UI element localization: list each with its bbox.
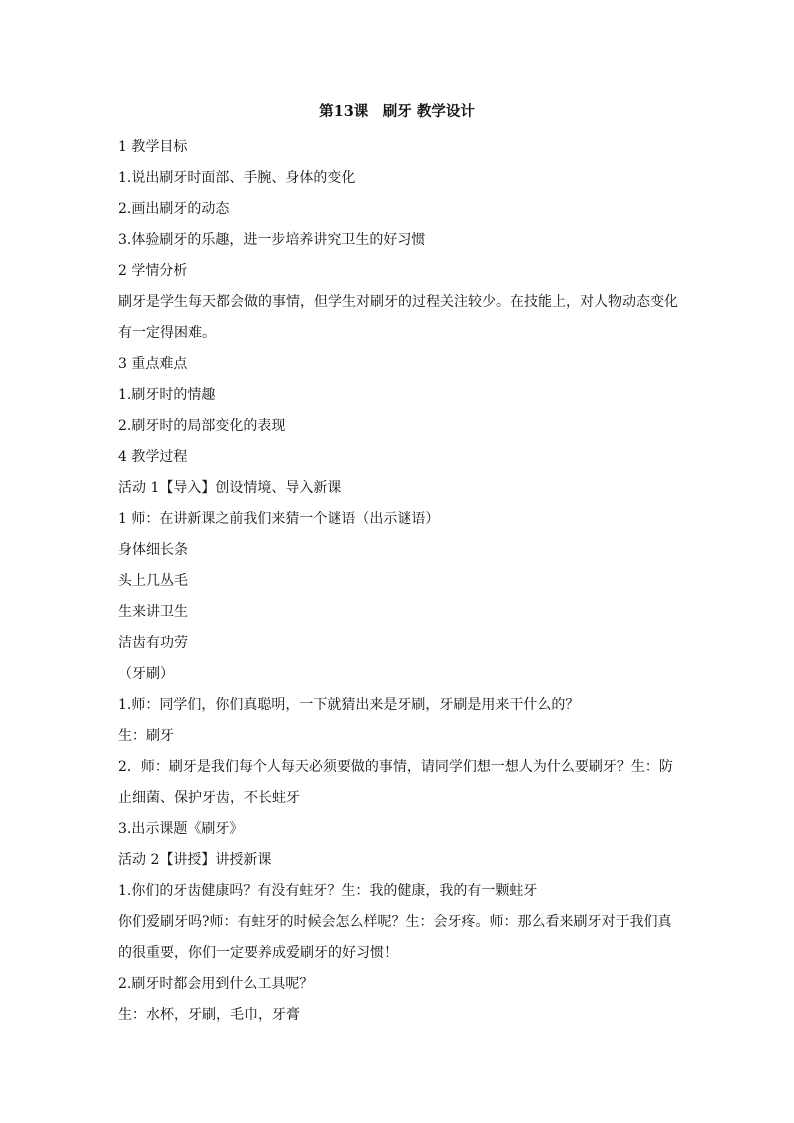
- paragraph-line: 你们爱刷牙吗?师：有蛀牙的时候会怎么样呢？生：会牙疼。师：那么看来刷牙对于我们真: [118, 914, 672, 930]
- riddle-answer: （牙刷）: [118, 666, 174, 682]
- paragraph-line: 1.师：同学们，你们真聪明，一下就猜出来是牙刷，牙刷是用来干什么的？: [118, 697, 580, 713]
- paragraph-line: 1.刷牙时的情趣: [118, 387, 216, 403]
- paragraph-line: 2.刷牙时的局部变化的表现: [118, 418, 286, 434]
- paragraph-line: 止细菌、保护牙齿，不长蛀牙: [118, 790, 300, 806]
- page-title: 第13课 刷牙 教学设计: [319, 103, 475, 120]
- document-body: [118, 132, 680, 1031]
- section-heading-analysis: 2 学情分析: [118, 263, 188, 279]
- paragraph-line: 生：刷牙: [118, 728, 174, 744]
- riddle-line: 洁齿有功劳: [118, 635, 188, 651]
- riddle-line: 生来讲卫生: [118, 604, 188, 620]
- section-heading-objectives: 1 教学目标: [118, 139, 188, 155]
- paragraph-line: 3.出示课题《刷牙》: [118, 821, 244, 837]
- section-heading-key-points: 3 重点难点: [118, 356, 188, 372]
- paragraph-line: 1.说出刷牙时面部、手腕、身体的变化: [118, 170, 356, 186]
- paragraph-line: 1 师：在讲新课之前我们来猜一个谜语（出示谜语）: [118, 511, 440, 527]
- section-heading-process: 4 教学过程: [118, 449, 188, 465]
- paragraph-line: 刷牙是学生每天都会做的事情，但学生对刷牙的过程关注较少。在技能上，对人物动态变化: [118, 294, 678, 310]
- activity-heading-2: 活动 2【讲授】讲授新课: [118, 852, 272, 868]
- riddle-line: 头上几丛毛: [118, 573, 188, 589]
- riddle-line: 身体细长条: [118, 542, 188, 558]
- paragraph-line: 有一定得困难。: [118, 325, 216, 341]
- paragraph-line: 3.体验刷牙的乐趣，进一步培养讲究卫生的好习惯: [118, 232, 426, 248]
- paragraph-line: 1.你们的牙齿健康吗？有没有蛀牙？生：我的健康，我的有一颗蛀牙: [118, 883, 538, 899]
- paragraph-line: 的很重要，你们一定要养成爱刷牙的好习惯！: [118, 945, 398, 961]
- paragraph-line: 2.画出刷牙的动态: [118, 201, 230, 217]
- paragraph-line: 2．师：刷牙是我们每个人每天必须要做的事情，请同学们想一想人为什么要刷牙？生：防: [118, 759, 673, 775]
- activity-heading-1: 活动 1【导入】创设情境、导入新课: [118, 480, 342, 496]
- paragraph-line: 生：水杯，牙刷，毛巾，牙膏: [118, 1007, 300, 1023]
- paragraph-line: 2.刷牙时都会用到什么工具呢？: [118, 976, 314, 992]
